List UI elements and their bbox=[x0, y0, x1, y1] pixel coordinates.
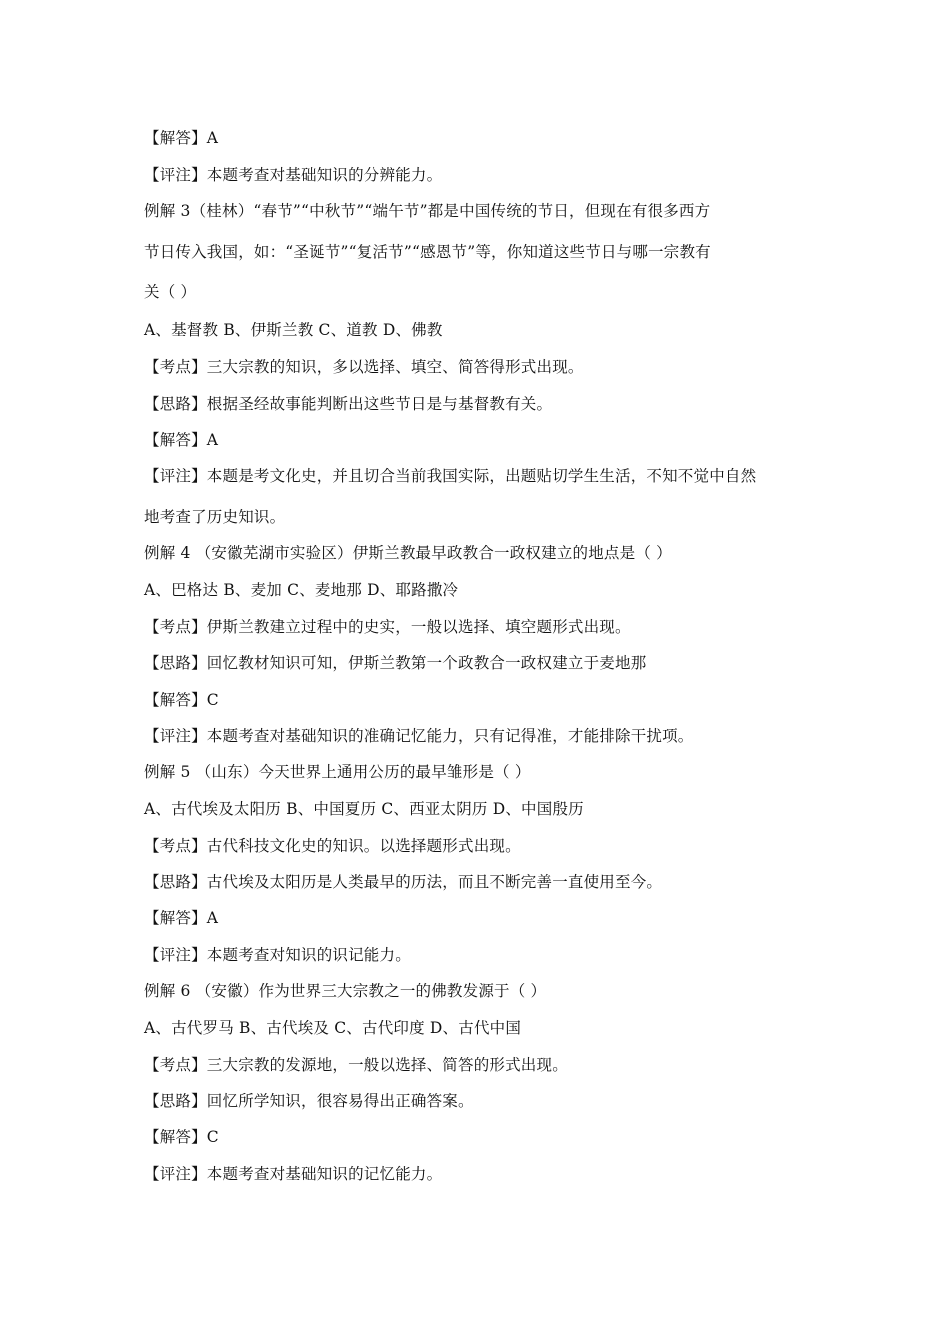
answer-label: 【解答】C bbox=[144, 691, 219, 709]
answer-label: 【解答】A bbox=[144, 909, 219, 927]
reasoning-text: 【思路】古代埃及太阳历是人类最早的历法，而且不断完善一直使用至今。 bbox=[144, 873, 663, 891]
example-5-question: 例解 5 （山东）今天世界上通用公历的最早雏形是（ ） bbox=[144, 763, 531, 781]
example-3-question-cont: 节日传入我国，如：“圣诞节”“复活节”“感恩节”等，你知道这些节日与哪一宗教有 bbox=[144, 243, 711, 261]
reasoning-text: 【思路】根据圣经故事能判断出这些节日是与基督教有关。 bbox=[144, 395, 553, 413]
example-6-options: A、古代罗马 B、古代埃及 C、古代印度 D、古代中国 bbox=[144, 1019, 522, 1037]
commentary-text: 【评注】本题考查对知识的识记能力。 bbox=[144, 946, 411, 964]
commentary-text: 【评注】本题考查对基础知识的准确记忆能力，只有记得准，才能排除干扰项。 bbox=[144, 727, 694, 745]
example-3-question-end: 关（ ） bbox=[144, 283, 197, 301]
key-point-text: 【考点】古代科技文化史的知识。以选择题形式出现。 bbox=[144, 837, 521, 855]
answer-label: 【解答】A bbox=[144, 431, 219, 449]
answer-label: 【解答】A bbox=[144, 129, 219, 147]
reasoning-text: 【思路】回忆所学知识，很容易得出正确答案。 bbox=[144, 1092, 474, 1110]
example-3-options: A、基督教 B、伊斯兰教 C、道教 D、佛教 bbox=[144, 321, 443, 339]
answer-label: 【解答】C bbox=[144, 1128, 219, 1146]
reasoning-text: 【思路】回忆教材知识可知，伊斯兰教第一个政教合一政权建立于麦地那 bbox=[144, 654, 647, 672]
commentary-text: 【评注】本题考查对基础知识的分辨能力。 bbox=[144, 166, 443, 184]
example-4-question: 例解 4 （安徽芜湖市实验区）伊斯兰教最早政教合一政权建立的地点是（ ） bbox=[144, 544, 672, 562]
key-point-text: 【考点】三大宗教的知识，多以选择、填空、简答得形式出现。 bbox=[144, 358, 584, 376]
example-6-question: 例解 6 （安徽）作为世界三大宗教之一的佛教发源于（ ） bbox=[144, 982, 547, 1000]
commentary-text: 【评注】本题考查对基础知识的记忆能力。 bbox=[144, 1165, 443, 1183]
commentary-text-cont: 地考查了历史知识。 bbox=[144, 508, 286, 526]
commentary-text: 【评注】本题是考文化史，并且切合当前我国实际，出题贴切学生生活，不知不觉中自然 bbox=[144, 467, 757, 485]
example-3-question: 例解 3（桂林）“春节”“中秋节”“端午节”都是中国传统的节日，但现在有很多西方 bbox=[144, 202, 711, 220]
example-5-options: A、古代埃及太阳历 B、中国夏历 C、西亚太阴历 D、中国殷历 bbox=[144, 800, 584, 818]
key-point-text: 【考点】伊斯兰教建立过程中的史实，一般以选择、填空题形式出现。 bbox=[144, 618, 631, 636]
example-4-options: A、巴格达 B、麦加 C、麦地那 D、耶路撒冷 bbox=[144, 581, 459, 599]
key-point-text: 【考点】三大宗教的发源地，一般以选择、简答的形式出现。 bbox=[144, 1056, 568, 1074]
